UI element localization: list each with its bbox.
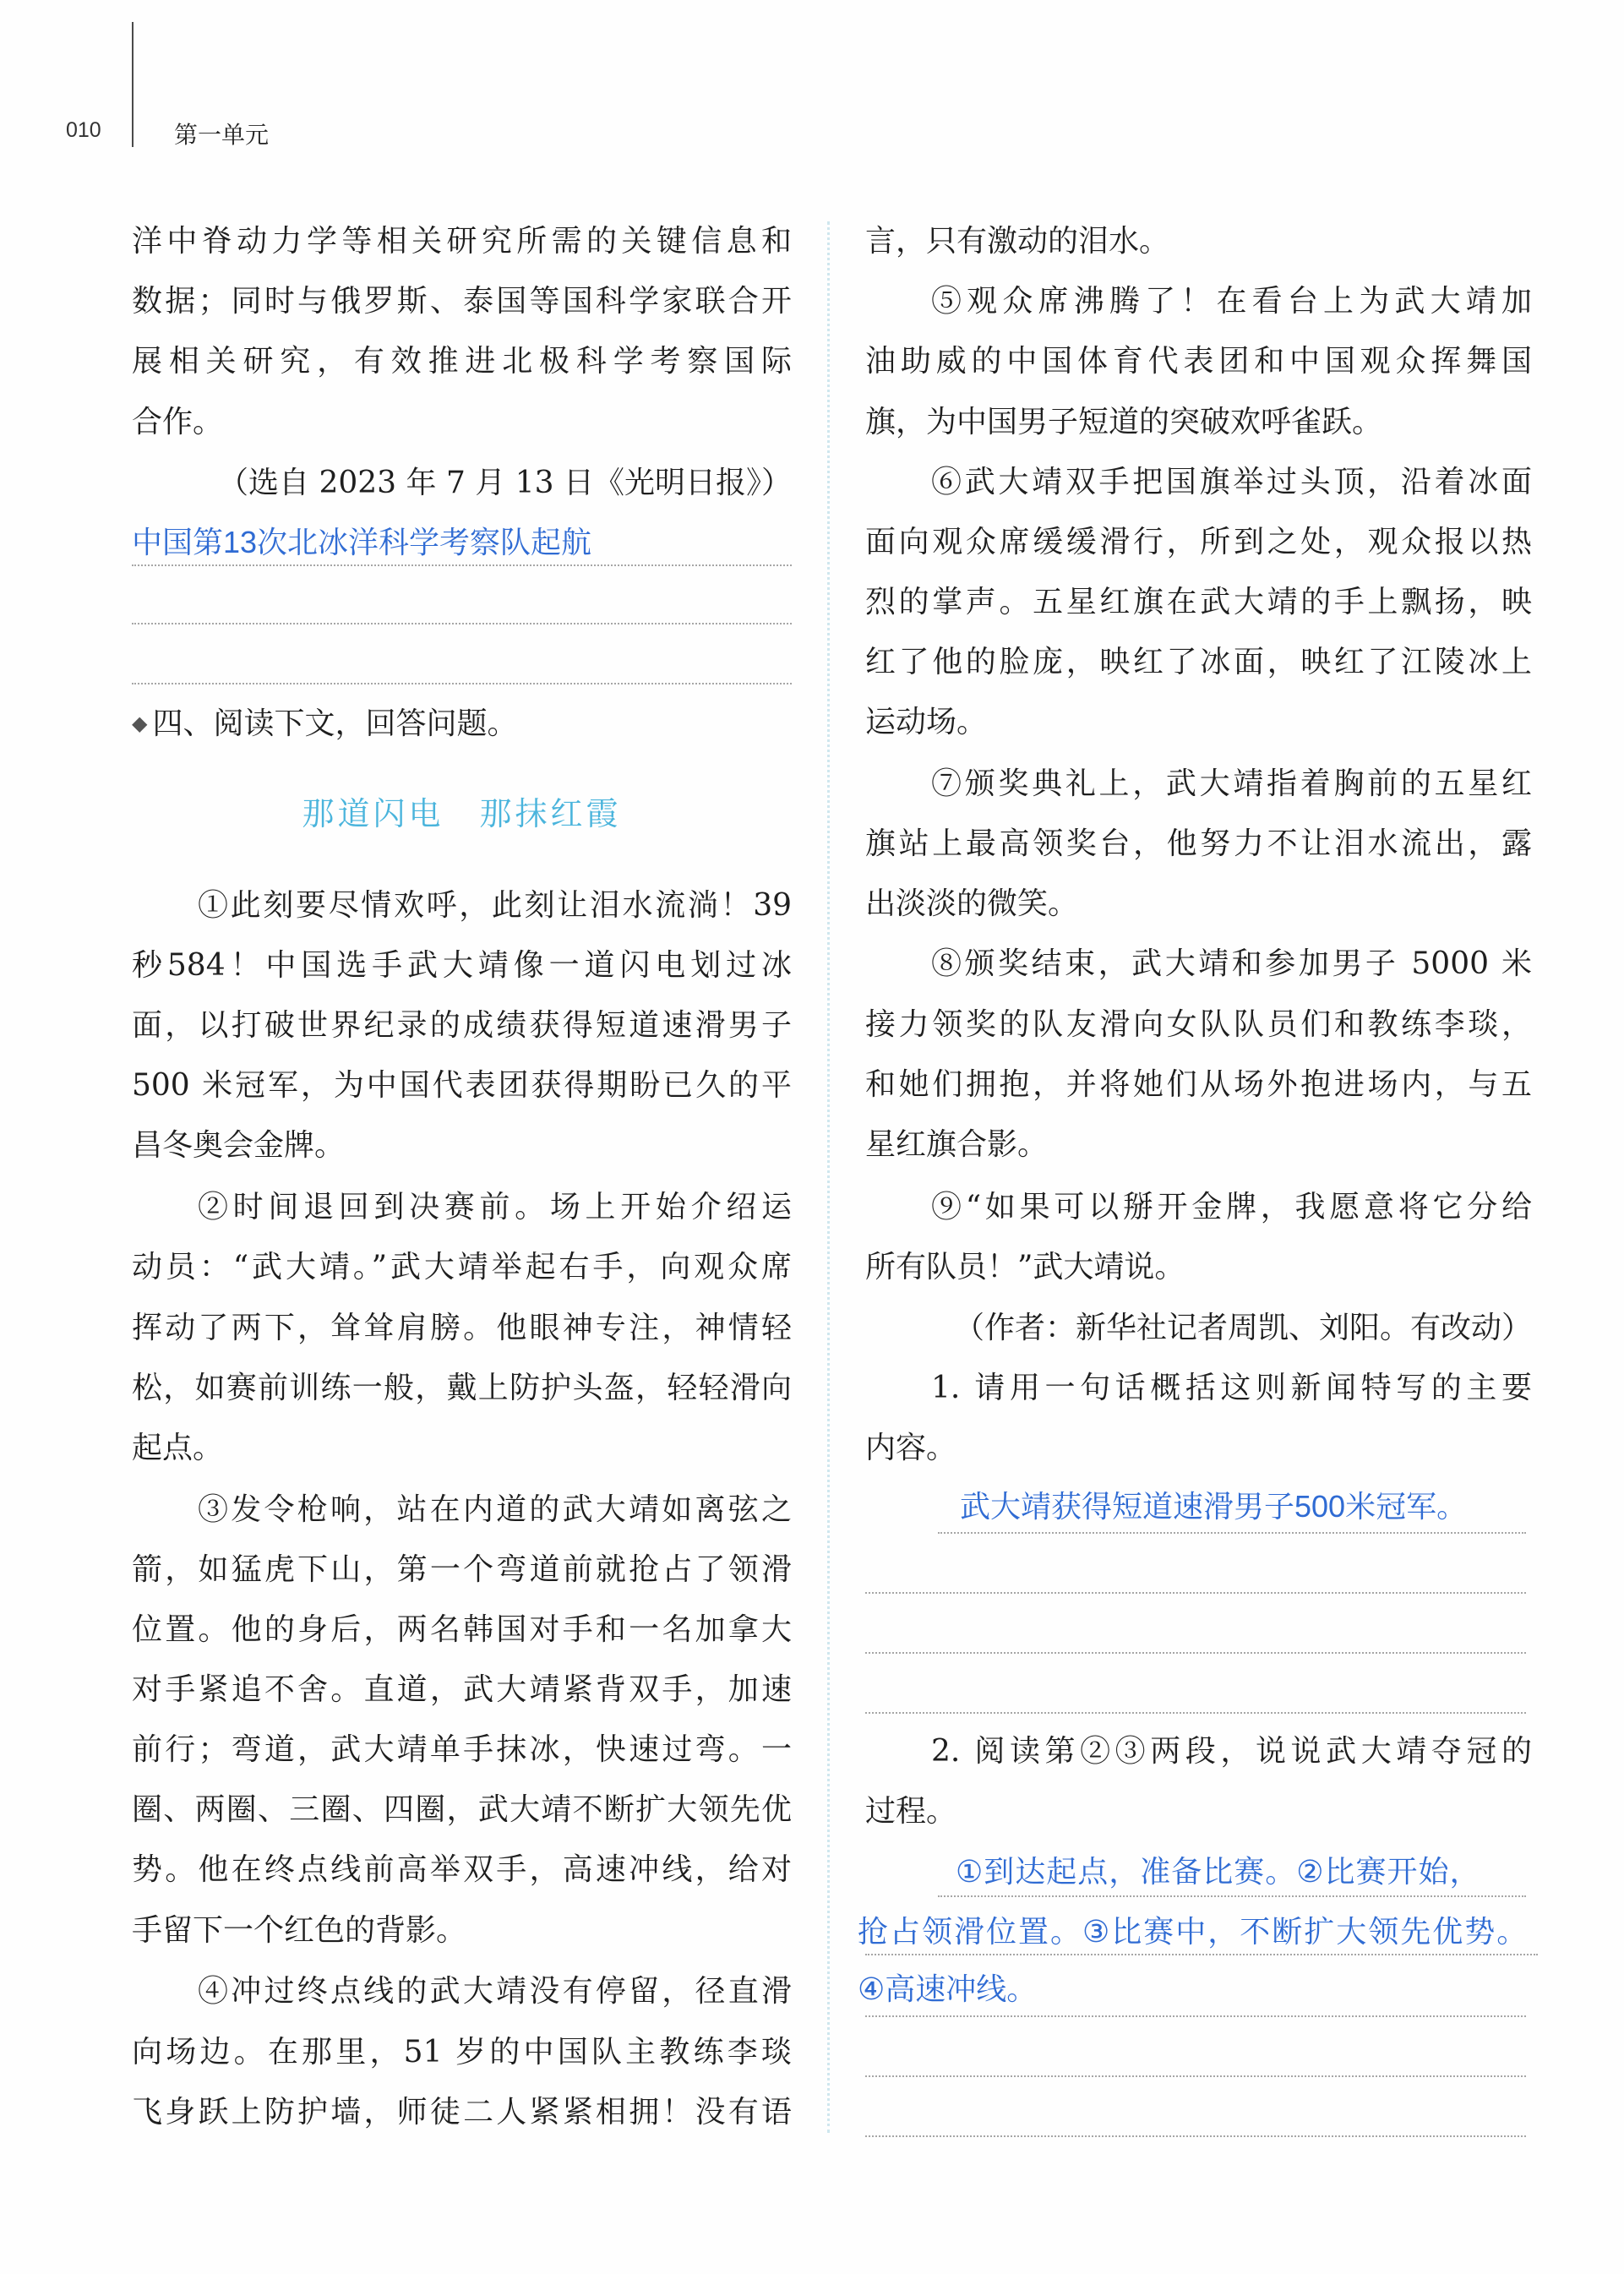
prev-passage-line: 合作。 [132, 405, 224, 439]
prev-passage-line: 数据；同时与俄罗斯、泰国等国科学家联合开 [132, 284, 792, 319]
article-line: 运动场。 [865, 705, 988, 739]
answer-line [938, 1895, 1526, 1897]
answer-line [865, 2075, 1526, 2077]
article-line: 星红旗合影。 [865, 1127, 1049, 1162]
article-line: 面向观众席缓缓滑行，所到之处，观众报以热 [865, 525, 1532, 559]
article-line: 烈的掌声。五星红旗在武大靖的手上飘扬，映 [865, 585, 1532, 619]
answer-text: 武大靖获得短道速滑男子500米冠军。 [960, 1489, 1468, 1524]
article-line: 起点。 [132, 1431, 224, 1465]
question-prompt: 内容。 [865, 1431, 957, 1465]
article-line: ③发令枪响，站在内道的武大靖如离弦之 [198, 1492, 792, 1527]
article-line: 红了他的脸庞，映红了冰面，映红了江陵冰上 [865, 645, 1532, 679]
answer-line [132, 623, 792, 624]
article-line: ④冲过终点线的武大靖没有停留，径直滑 [198, 1974, 792, 2009]
article-line: 前行；弯道，武大靖单手抹冰，快速过弯。一 [132, 1732, 792, 1767]
column-divider [827, 221, 830, 2133]
article-line: ①此刻要尽情欢呼，此刻让泪水流淌！39 [198, 888, 792, 923]
article-line: 500 米冠军，为中国代表团获得期盼已久的平 [132, 1068, 792, 1103]
article-line: 面，以打破世界纪录的成绩获得短道速滑男子 [132, 1008, 792, 1043]
answer-line [865, 1652, 1526, 1654]
page-number: 010 [66, 118, 101, 142]
article-line: 箭，如猛虎下山，第一个弯道前就抢占了领滑 [132, 1552, 792, 1587]
article-line: 言，只有激动的泪水。 [865, 224, 1170, 259]
section-heading-text: 四、阅读下文，回答问题。 [152, 706, 518, 741]
diamond-icon: ◆ [132, 712, 148, 735]
answer-line [132, 564, 792, 566]
article-line: 圈、两圈、三圈、四圈，武大靖不断扩大领先优 [132, 1792, 792, 1827]
article-line: 接力领奖的队友滑向女队队员们和教练李琰， [865, 1007, 1532, 1042]
answer-line [865, 1954, 1538, 1955]
header-rule [132, 22, 134, 147]
article-line: 手留下一个红色的背影。 [132, 1913, 467, 1948]
article-line: ⑧颁奖结束，武大靖和参加男子 5000 米 [931, 946, 1532, 981]
article-line: 昌冬奥会金牌。 [132, 1128, 346, 1163]
article-line: 出淡淡的微笑。 [865, 886, 1079, 921]
article-line: 动员：“武大靖。”武大靖举起右手，向观众席 [132, 1250, 792, 1284]
question-prompt: 过程。 [865, 1794, 957, 1829]
article-line: 秒584！中国选手武大靖像一道闪电划过冰 [132, 948, 792, 983]
article-line: 松，如赛前训练一般，戴上防护头盔，轻轻滑向 [132, 1371, 792, 1405]
article-line: 油助威的中国体育代表团和中国观众挥舞国 [865, 344, 1532, 379]
prev-passage-source: （选自 2023 年 7 月 13 日《光明日报》） [218, 466, 792, 500]
answer-text: 中国第13次北冰洋科学考察队起航 [132, 525, 592, 559]
article-line: 挥动了两下，耸耸肩膀。他眼神专注，神情轻 [132, 1311, 792, 1345]
question-prompt: 1. 请用一句话概括这则新闻特写的主要 [931, 1371, 1532, 1405]
article-line: ⑥武大靖双手把国旗举过头顶，沿着冰面 [931, 465, 1532, 499]
answer-line [865, 2135, 1526, 2137]
answer-text: ①到达起点，准备比赛。②比赛开始， [956, 1854, 1481, 1889]
answer-line [865, 2015, 1526, 2017]
answer-line [865, 1592, 1526, 1594]
article-line: 旗，为中国男子短道的突破欢呼雀跃。 [865, 405, 1383, 439]
article-line: 对手紧追不舍。直道，武大靖紧背双手，加速 [132, 1672, 792, 1707]
article-line: 旗站上最高领奖台，他努力不让泪水流出，露 [865, 826, 1532, 861]
prev-passage-line: 展相关研究，有效推进北极科学考察国际 [132, 344, 792, 379]
answer-line [132, 683, 792, 684]
article-line: 位置。他的身后，两名韩国对手和一名加拿大 [132, 1612, 792, 1647]
question-prompt: 2. 阅读第②③两段，说说武大靖夺冠的 [931, 1734, 1532, 1769]
article-source: （作者：新华社记者周凯、刘阳。有改动） [953, 1311, 1532, 1345]
article-line: ⑤观众席沸腾了！在看台上为武大靖加 [931, 284, 1532, 319]
section-heading [132, 694, 792, 755]
article-line: ⑦颁奖典礼上，武大靖指着胸前的五星红 [931, 766, 1532, 801]
article-line: 飞身跃上防护墙，师徒二人紧紧相拥！没有语 [132, 2095, 792, 2129]
article-line: ②时间退回到决赛前。场上开始介绍运 [198, 1190, 792, 1224]
article-line: ⑨“如果可以掰开金牌，我愿意将它分给 [931, 1190, 1532, 1224]
answer-line [938, 1532, 1526, 1534]
article-line: 所有队员！”武大靖说。 [865, 1250, 1185, 1284]
prev-passage-line: 洋中脊动力学等相关研究所需的关键信息和 [132, 224, 792, 259]
answer-line [865, 1712, 1526, 1714]
article-line: 向场边。在那里，51 岁的中国队主教练李琰 [132, 2035, 792, 2070]
answer-text: 抢占领滑位置。③比赛中，不断扩大领先优势。 [858, 1914, 1529, 1949]
answer-text: ④高速冲线。 [858, 1971, 1038, 2006]
unit-title: 第一单元 [174, 122, 270, 148]
article-line: 势。他在终点线前高举双手，高速冲线，给对 [132, 1852, 792, 1887]
article-line: 和她们拥抱，并将她们从场外抱进场内，与五 [865, 1067, 1532, 1102]
article-title: 那道闪电 那抹红霞 [302, 797, 622, 832]
